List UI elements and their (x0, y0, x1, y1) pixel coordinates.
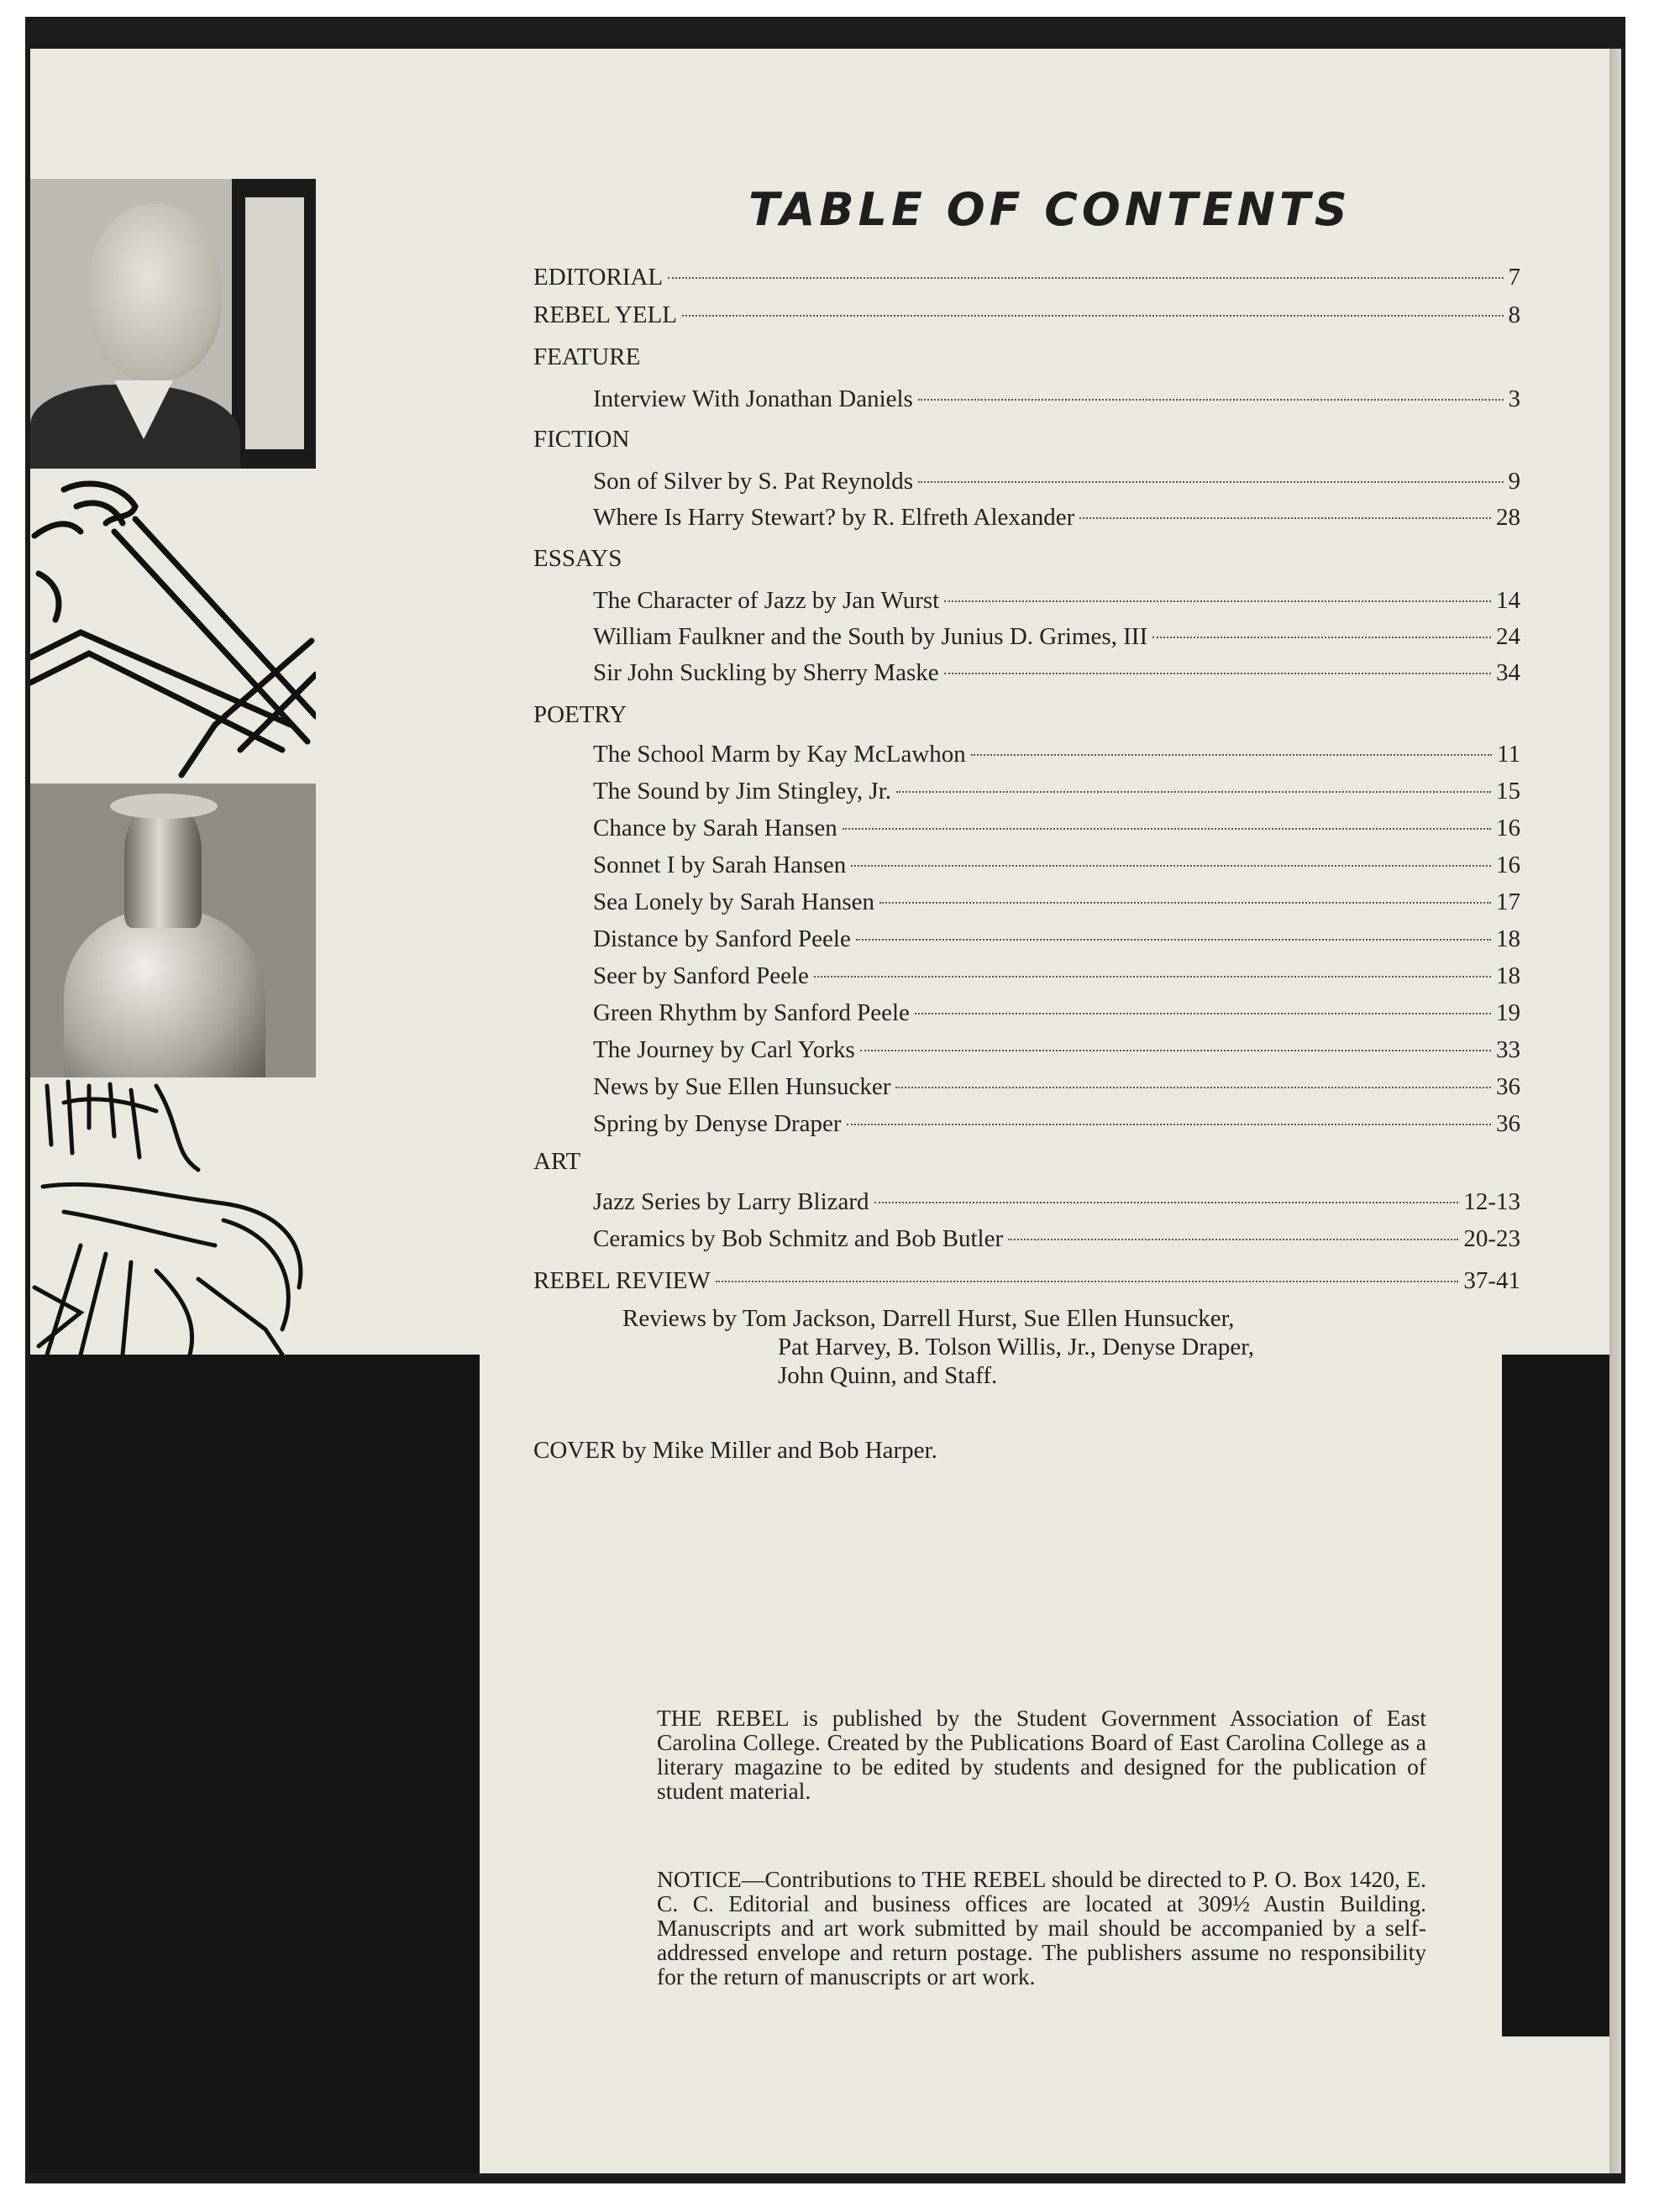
notice-paragraph: NOTICE—Contributions to THE REBEL should be directed to P. O. Box 1420, E. C. C. Editorial and business offices are located at 309½ Austin Building. Manuscripts and art work submitted by mail should be accompanied by a self-addressed envelope and return postage. The publishers assume no responsibility for the return of manuscripts or art work. (657, 1866, 1426, 1989)
ink-sketch-top (30, 473, 316, 784)
ceramic-vase-photo (30, 784, 316, 1077)
magazine-page (30, 49, 1609, 2173)
toc-entry: Sonnet I by Sarah Hansen 16 (593, 852, 1520, 878)
toc-entry: Son of Silver by S. Pat Reynolds 9 (593, 468, 1520, 495)
section-heading-poetry: POETRY (533, 701, 627, 728)
toc-entry: William Faulkner and the South by Junius D. Grimes, III 24 (593, 623, 1520, 650)
section-heading-essays: ESSAYS (533, 545, 622, 572)
toc-entry: Interview With Jonathan Daniels 3 (593, 385, 1520, 412)
cover-credit: COVER by Mike Miller and Bob Harper. (533, 1437, 937, 1464)
toc-entry: The Journey by Carl Yorks 33 (593, 1036, 1520, 1063)
toc-entry: Sea Lonely by Sarah Hansen 17 (593, 888, 1520, 915)
ink-sketch-bottom (30, 1077, 316, 1355)
toc-entry: Green Rhythm by Sanford Peele 19 (593, 999, 1520, 1026)
publisher-note: THE REBEL is published by the Student Government Association of East Carolina College. Created by the Publications Board of East Carolina College as a literary magazine to be edited by students and designed for the publication of student material. (657, 1705, 1426, 1804)
page-title: TABLE OF CONTENTS (748, 183, 1352, 236)
toc-entry: The Sound by Jim Stingley, Jr. 15 (593, 778, 1520, 805)
section-heading-feature: FEATURE (533, 343, 641, 370)
toc-entry: Chance by Sarah Hansen 16 (593, 815, 1520, 841)
toc-entry: Spring by Denyse Draper 36 (593, 1110, 1520, 1137)
toc-entry: The Character of Jazz by Jan Wurst 14 (593, 587, 1520, 614)
page-edge (1609, 49, 1621, 2173)
toc-entry: Seer by Sanford Peele 18 (593, 962, 1520, 989)
toc-entry: Jazz Series by Larry Blizard 12-13 (593, 1188, 1520, 1215)
toc-entry-editorial: EDITORIAL 7 (533, 264, 1520, 291)
toc-entry-rebel-yell: REBEL YELL 8 (533, 301, 1520, 328)
toc-entry: Where Is Harry Stewart? by R. Elfreth Alexander 28 (593, 504, 1520, 531)
black-block-right (1502, 1355, 1609, 2036)
toc-entry-rebel-review: REBEL REVIEW 37-41 (533, 1267, 1520, 1294)
toc-entry: Ceramics by Bob Schmitz and Bob Butler 20-23 (593, 1225, 1520, 1252)
section-heading-art: ART (533, 1148, 581, 1175)
toc-entry: Sir John Suckling by Sherry Maske 34 (593, 659, 1520, 686)
toc-entry: News by Sue Ellen Hunsucker 36 (593, 1073, 1520, 1100)
black-block-left (30, 1355, 480, 2173)
toc-entry: Distance by Sanford Peele 18 (593, 925, 1520, 952)
portrait-photo (30, 179, 316, 469)
section-heading-fiction: FICTION (533, 426, 630, 453)
toc-entry: The School Marm by Kay McLawhon 11 (593, 741, 1520, 768)
reviews-credit: Reviews by Tom Jackson, Darrell Hurst, Sue Ellen Hunsucker, Pat Harvey, B. Tolson Willis, Jr., Denyse Draper, John Quinn, and Staff. (622, 1305, 1254, 1389)
